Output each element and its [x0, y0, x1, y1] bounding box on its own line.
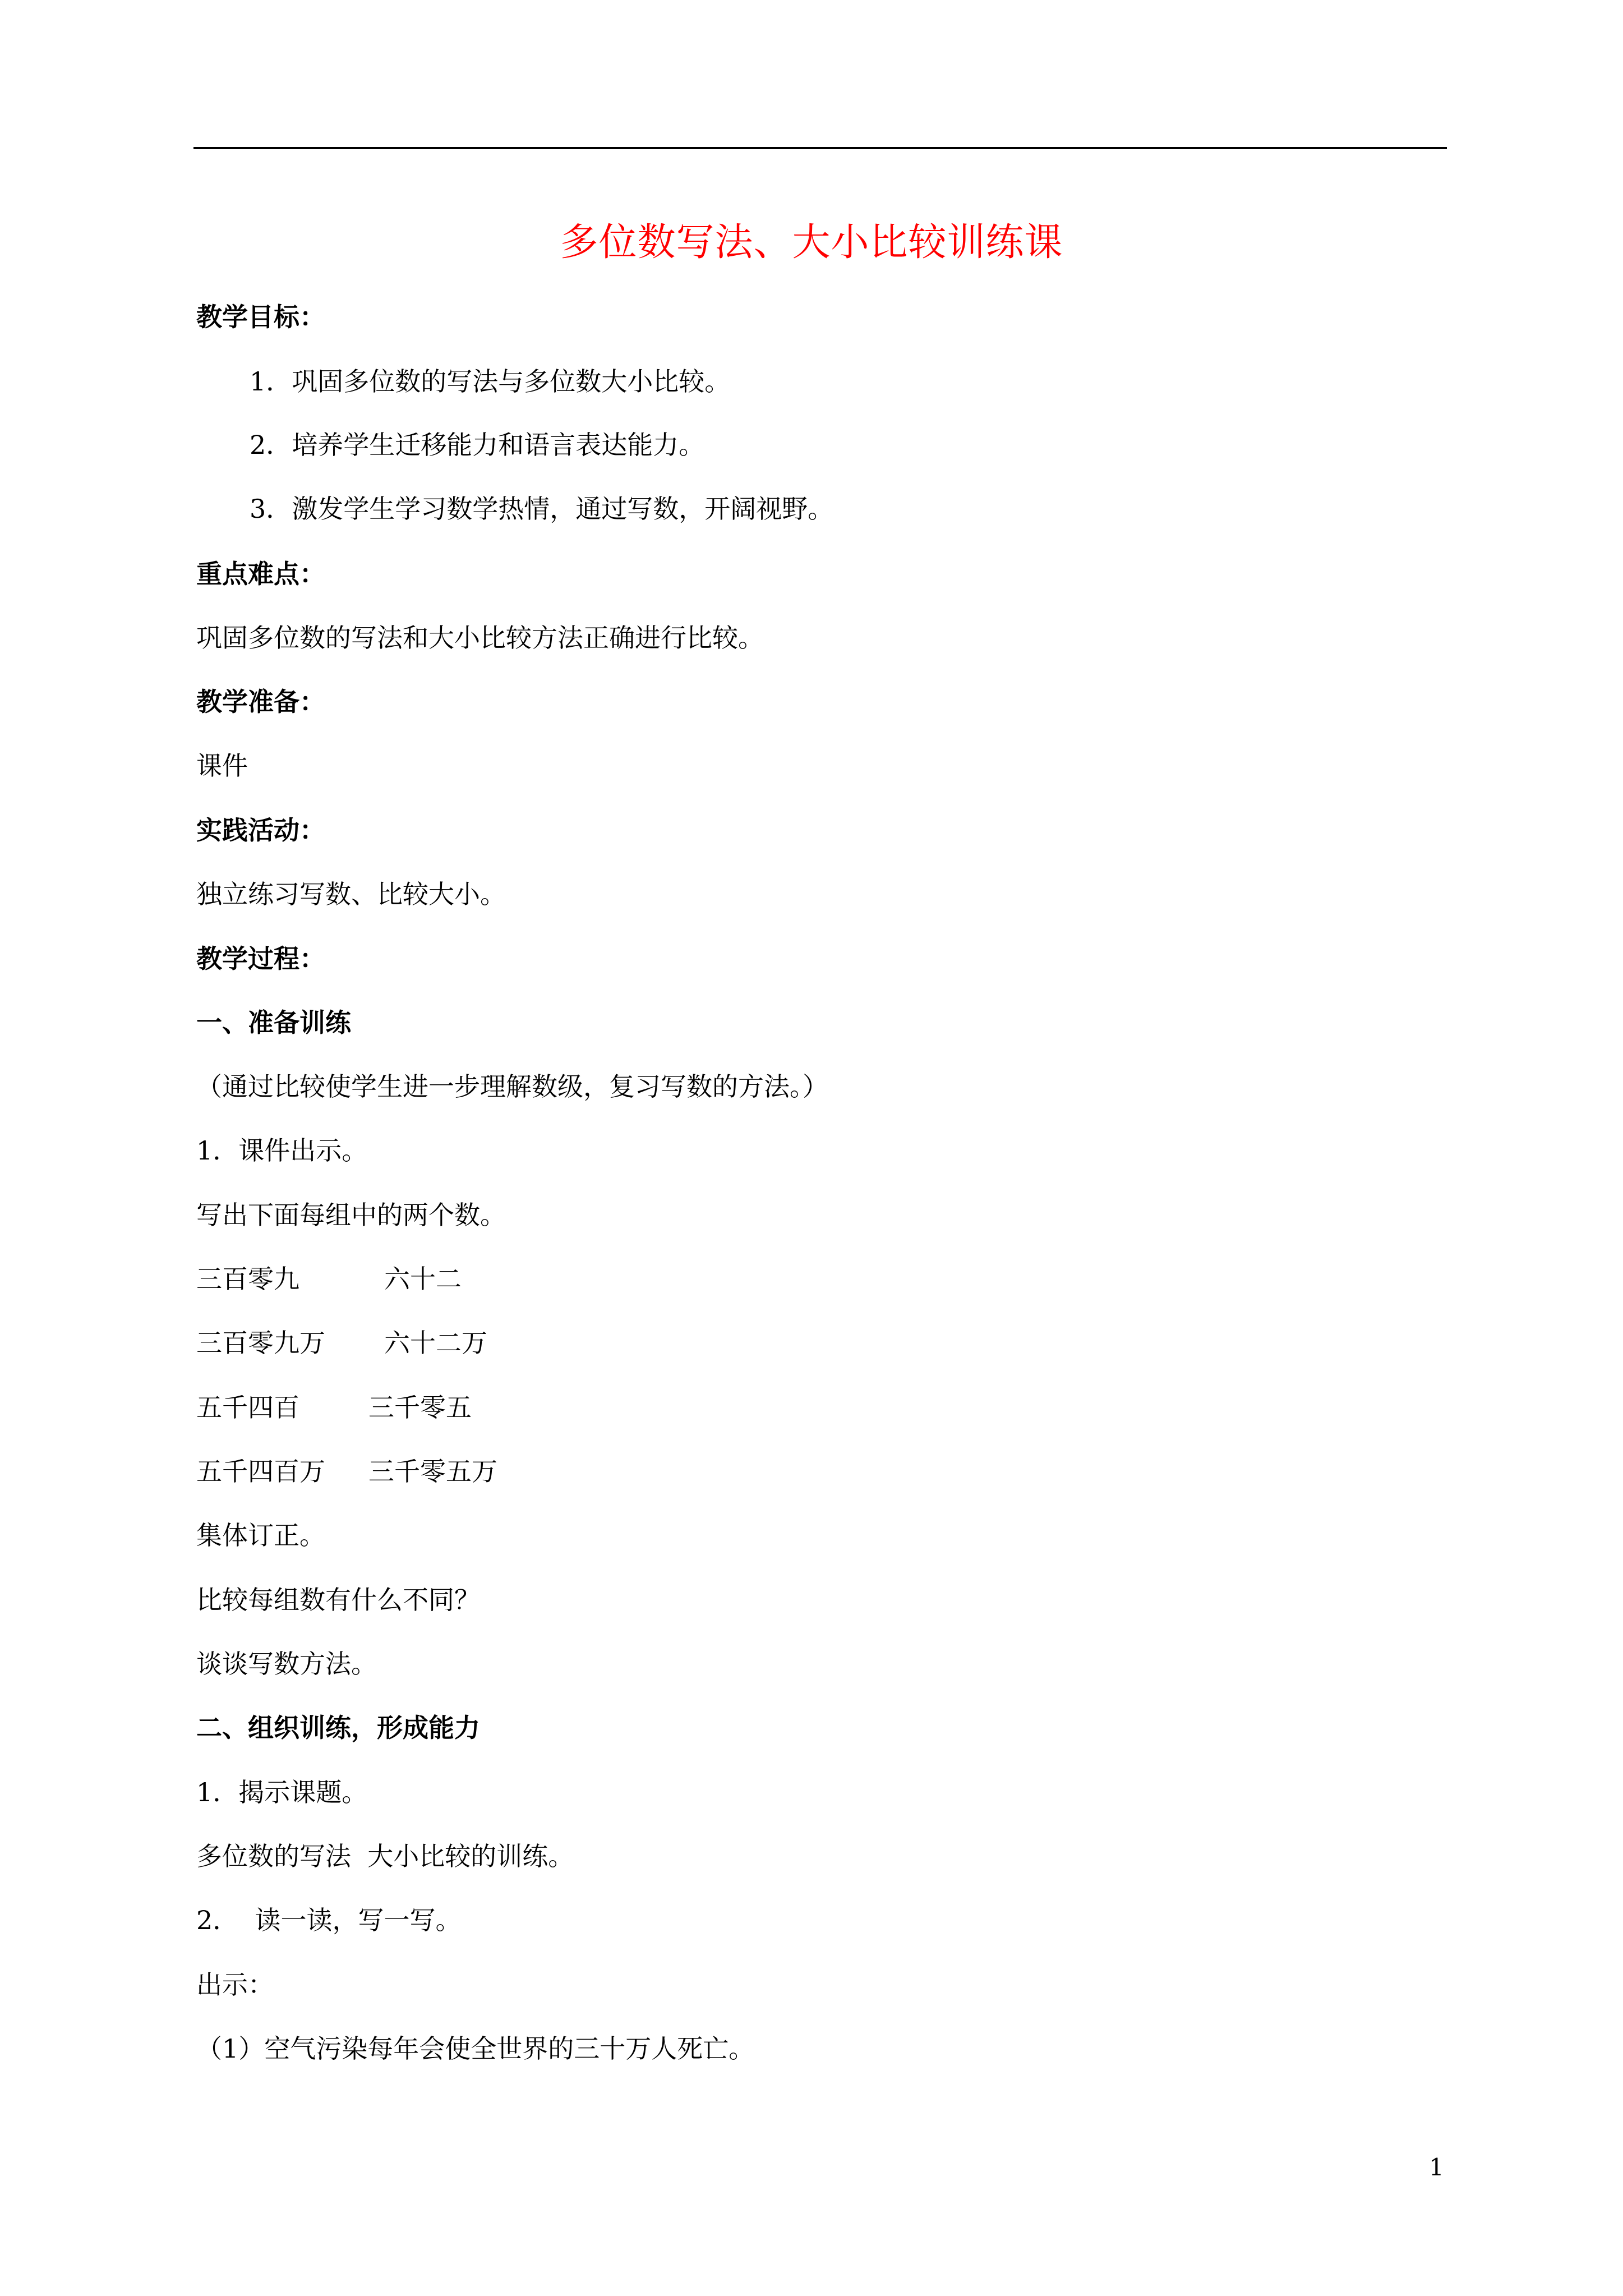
- show-label: 出示：: [196, 1970, 274, 2000]
- page-number: 1: [1429, 2154, 1444, 2181]
- preparation-text: 课件: [196, 751, 248, 781]
- number-pair-3-right: 三千零五: [368, 1392, 472, 1423]
- number-pair-4-right: 三千零五万: [368, 1456, 497, 1487]
- heading-activities: 实践活动：: [196, 815, 325, 845]
- activities-text: 独立练习写数、比较大小。: [196, 879, 506, 909]
- heading-teaching-goals: 教学目标：: [196, 302, 325, 332]
- discuss-method: 谈谈写数方法。: [196, 1649, 377, 1679]
- key-points-text: 巩固多位数的写法和大小比较方法正确进行比较。: [196, 623, 764, 653]
- number-pair-3-left: 五千四百: [196, 1392, 299, 1423]
- section-2-heading: 二、组织训练，形成能力: [196, 1713, 480, 1743]
- step-1: 1．课件出示。: [196, 1135, 368, 1166]
- document-title: 多位数写法、大小比较训练课: [560, 220, 1063, 265]
- header-rule: [193, 147, 1447, 149]
- heading-preparation: 教学准备：: [196, 687, 325, 717]
- number-pair-2-left: 三百零九万: [196, 1328, 325, 1358]
- exercise-item-1: （1）空气污染每年会使全世界的三十万人死亡。: [196, 2033, 755, 2064]
- number-pair-1-right: 六十二: [384, 1264, 462, 1294]
- step-reveal-topic: 1．揭示课题。: [196, 1777, 368, 1807]
- step-read-write: 2． 读一读，写一写。: [196, 1905, 462, 1935]
- section-1-note: （通过比较使学生进一步理解数级，复习写数的方法。）: [196, 1071, 828, 1102]
- collective-correction: 集体订正。: [196, 1520, 325, 1550]
- topic-text: 多位数的写法 大小比较的训练。: [196, 1841, 574, 1871]
- instruction-text: 写出下面每组中的两个数。: [196, 1200, 506, 1230]
- goal-item-2: 2．培养学生迁移能力和语言表达能力。: [250, 430, 705, 460]
- section-1-heading: 一、准备训练: [196, 1007, 351, 1038]
- number-pair-4-left: 五千四百万: [196, 1456, 325, 1487]
- number-pair-1-left: 三百零九: [196, 1264, 299, 1294]
- goal-item-3: 3．激发学生学习数学热情，通过写数，开阔视野。: [250, 494, 834, 524]
- heading-key-points: 重点难点：: [196, 559, 325, 589]
- compare-question: 比较每组数有什么不同？: [196, 1585, 480, 1615]
- heading-process: 教学过程：: [196, 944, 325, 974]
- number-pair-2-right: 六十二万: [384, 1328, 487, 1358]
- goal-item-1: 1．巩固多位数的写法与多位数大小比较。: [250, 366, 731, 397]
